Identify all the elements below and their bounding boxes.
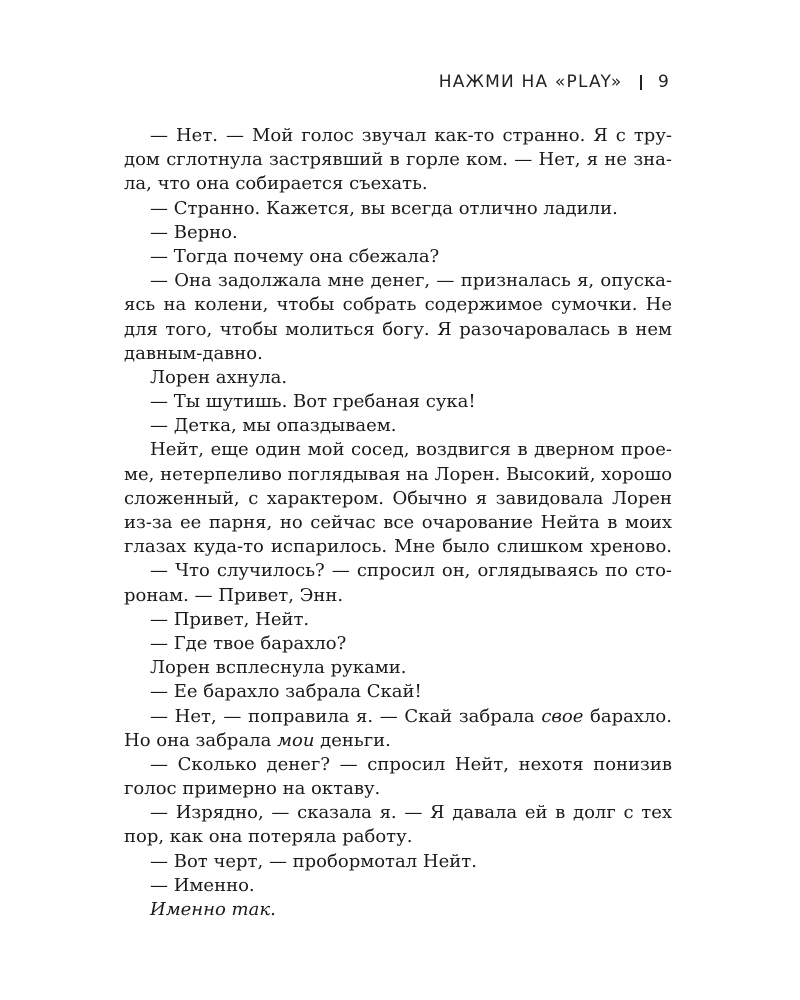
- text-line: — Привет, Нейт.: [150, 608, 310, 630]
- text-line: — Где твое барахло?: [150, 632, 347, 654]
- text-line: — Верно.: [150, 221, 238, 243]
- text-line: — Вот черт, — пробормотал Нейт.: [150, 850, 477, 872]
- header-separator: [640, 75, 642, 90]
- text-line: — Она задолжала мне денег, — призналась я, опуска-: [150, 270, 672, 292]
- text-segment: деньги.: [314, 729, 391, 751]
- text-line: пор, как она потеряла работу.: [124, 826, 413, 848]
- text-line: дом сглотнула застрявший в горле ком. — Нет, я не зна-: [124, 149, 672, 171]
- text-line: из-за ее парня, но сейчас все очарование Нейта в моих: [124, 512, 672, 533]
- text-line: ла, что она собирается съехать.: [124, 173, 428, 195]
- text-line: для того, чтобы молиться богу. Я разочаровалась в нем: [124, 318, 672, 340]
- text-line: голос примерно на октаву.: [124, 778, 381, 800]
- text-line: — Ее барахло забрала Скай!: [150, 681, 422, 703]
- text-line: Лорен всплеснула руками.: [150, 657, 407, 679]
- text-line: ме, нетерпеливо поглядывая на Лорен. Высокий, хорошо: [124, 463, 672, 485]
- text-line: сложенный, с характером. Обычно я завидовала Лорен: [124, 487, 672, 509]
- text-line: — Именно.: [150, 874, 255, 896]
- text-line: давным-давно.: [124, 342, 263, 364]
- text-segment: .: [270, 899, 276, 920]
- text-segment: — Нет, — поправила я. — Скай забрала: [150, 705, 542, 727]
- text-line: [124, 729, 672, 753]
- text-segment: Но она забрала: [124, 729, 278, 751]
- text-line: [124, 705, 672, 729]
- text-line: — Сколько денег? — спросил Нейт, нехотя понизив: [150, 753, 672, 775]
- text-line: [124, 898, 672, 922]
- italic-text: Именно так: [150, 899, 271, 920]
- running-header: [439, 72, 670, 92]
- text-line: — Странно. Кажется, вы всегда отлично ладили.: [150, 197, 618, 219]
- italic-text: мои: [277, 729, 315, 751]
- italic-text: свое: [541, 705, 584, 727]
- body-text: [124, 124, 672, 922]
- text-line: — Детка, мы опаздываем.: [150, 415, 397, 437]
- text-line: — Тогда почему она сбежала?: [150, 245, 440, 267]
- text-line: ронам. — Привет, Энн.: [124, 584, 344, 606]
- page-number: 9: [657, 72, 670, 92]
- text-line: — Ты шутишь. Вот гребаная сука!: [150, 391, 476, 413]
- text-segment: барахло.: [583, 705, 672, 727]
- text-line: Нейт, еще один мой сосед, воздвигся в дверном прое-: [150, 439, 672, 461]
- text-line: — Нет. — Мой голос звучал как-то странно. Я с тру-: [150, 125, 672, 146]
- text-line: — Изрядно, — сказала я. — Я давала ей в долг с тех: [150, 802, 672, 824]
- running-title: НАЖМИ НА «PLAY»: [438, 72, 623, 92]
- text-line: — Что случилось? — спросил он, оглядываясь по сто-: [150, 560, 672, 582]
- text-line: глазах куда-то испарилось. Мне было слишком хреново.: [124, 536, 672, 558]
- text-line: ясь на колени, чтобы собрать содержимое сумочки. Не: [124, 294, 672, 316]
- text-line: Лорен ахнула.: [150, 366, 288, 388]
